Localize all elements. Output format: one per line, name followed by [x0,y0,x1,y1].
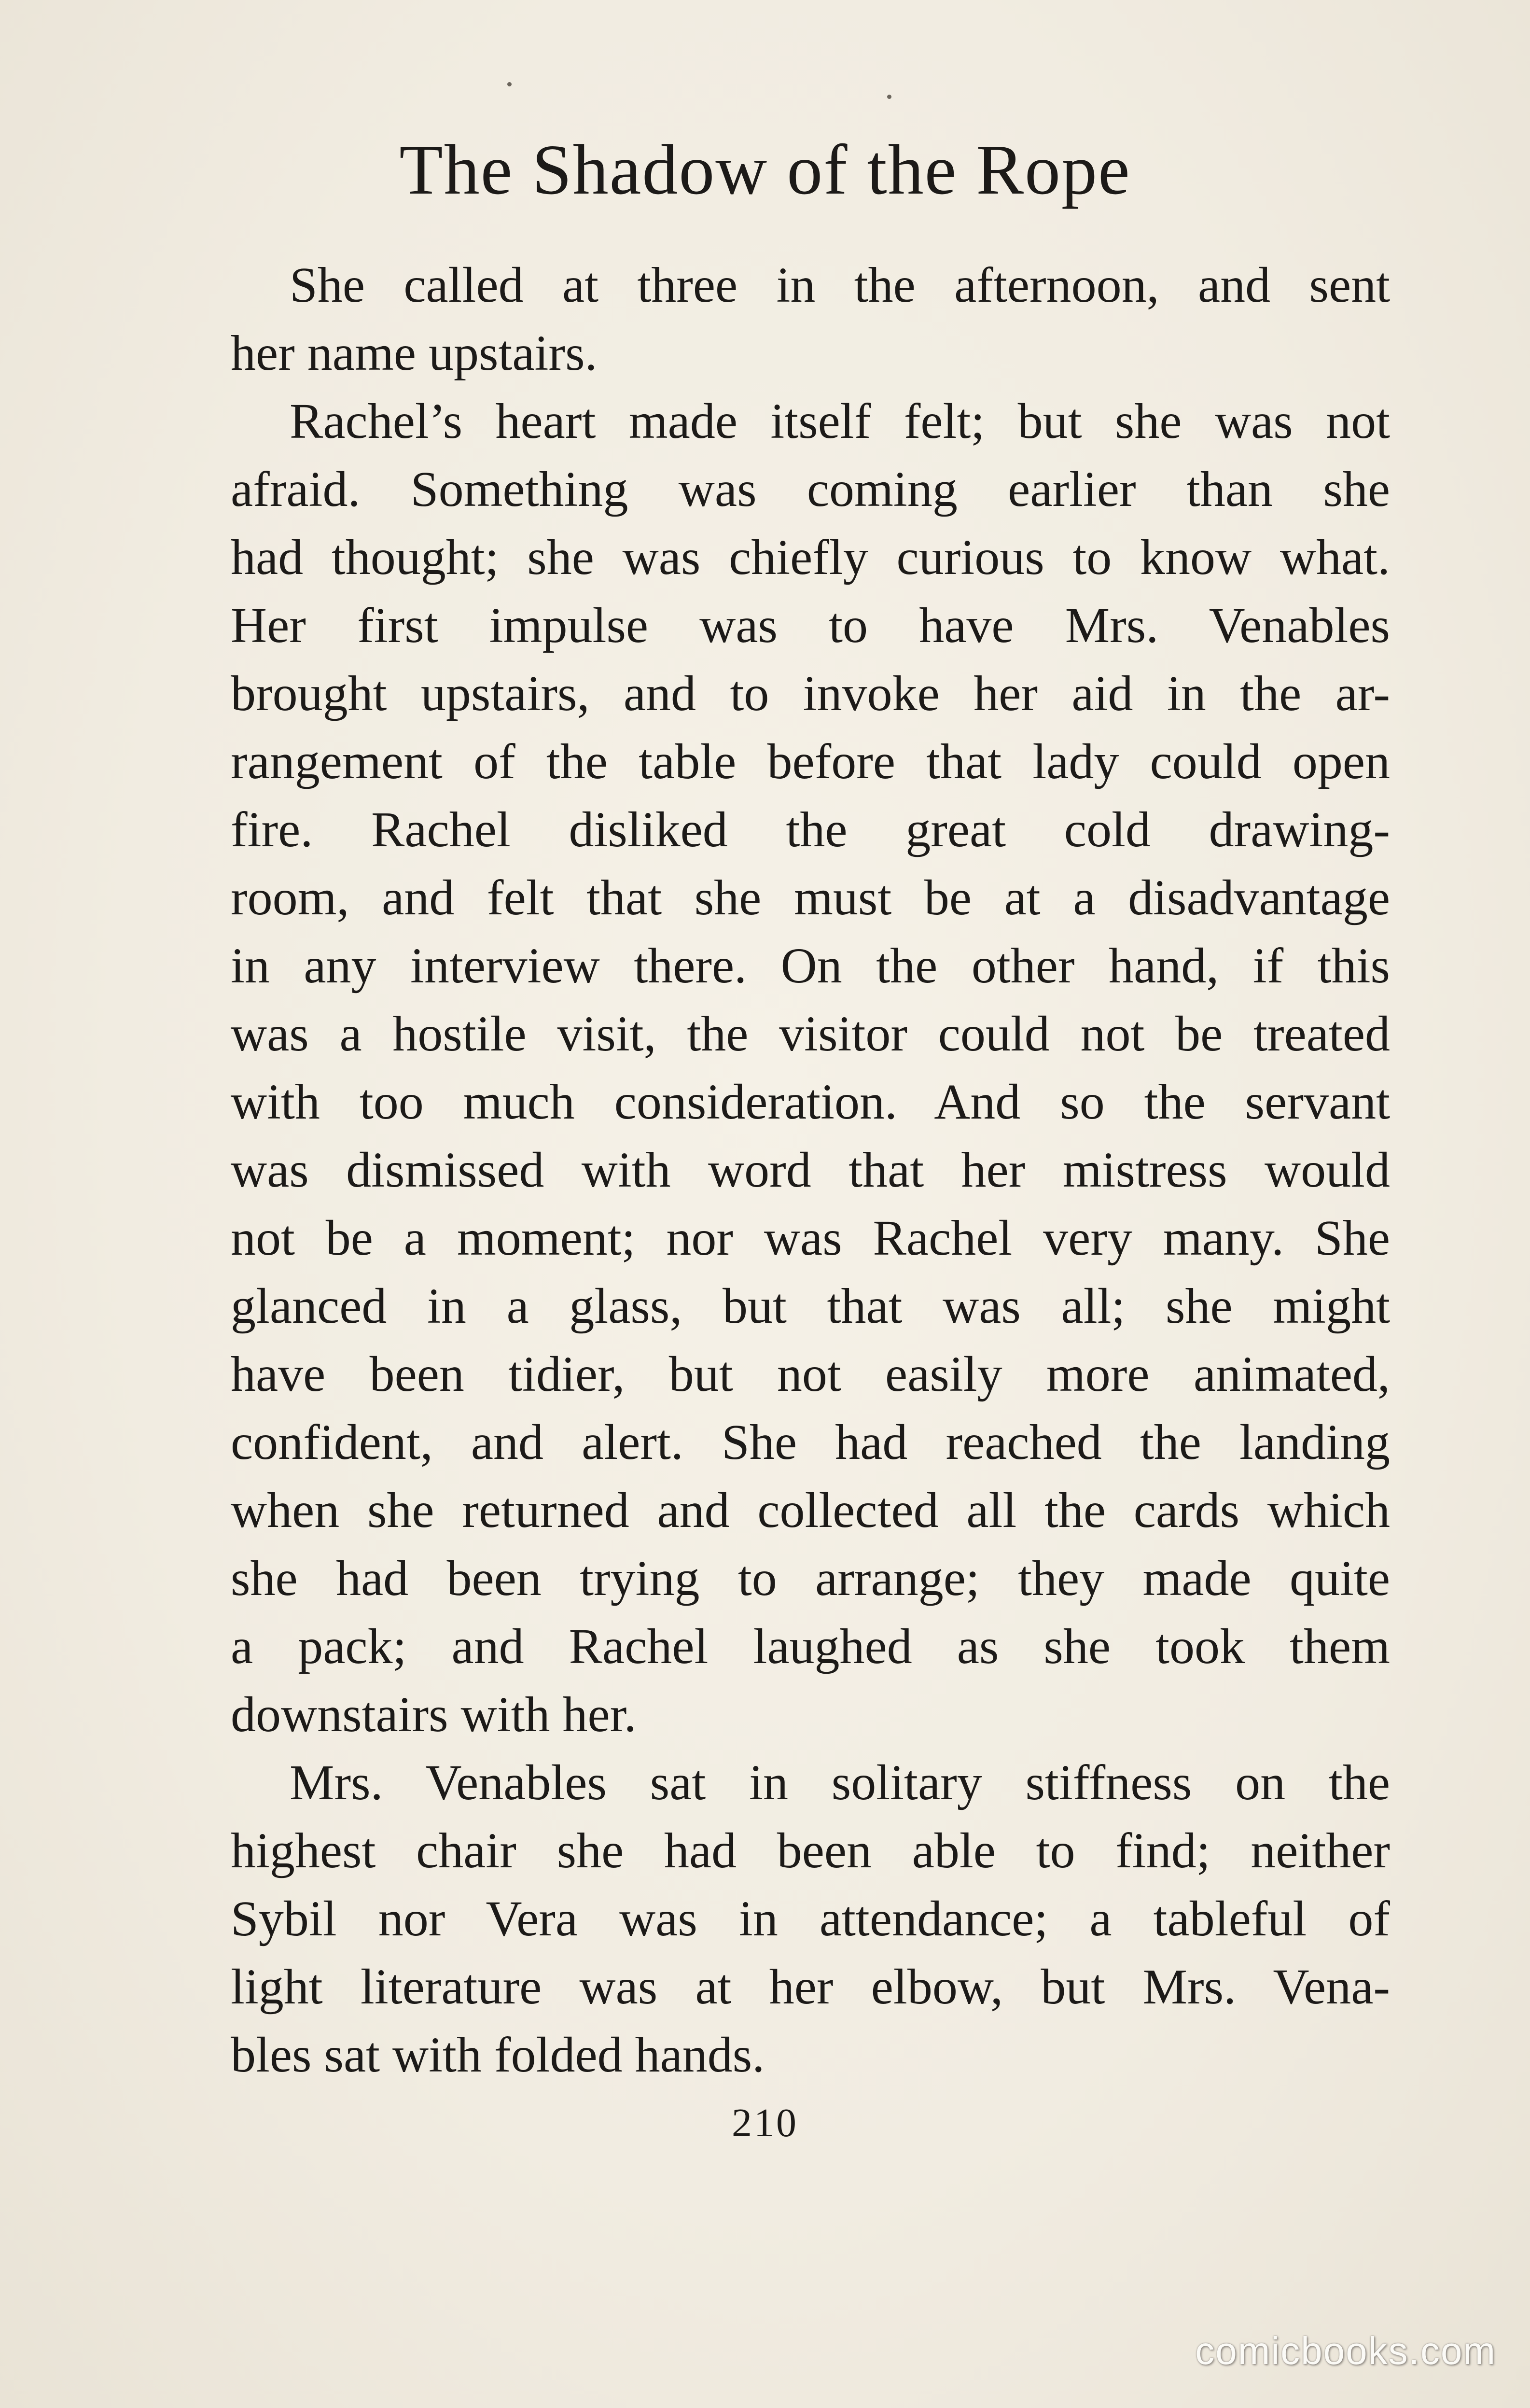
text-line: her name upstairs. [231,325,598,381]
text-line: room, and felt that she must be at a disadvantage [231,870,1390,925]
text-line: in any interview there. On the other hand, if this [231,938,1390,994]
text-line: Sybil nor Vera was in attendance; a tableful of [231,1891,1390,1946]
text-line: light literature was at her elbow, but Mrs. Vena- [231,1959,1390,2015]
running-head: The Shadow of the Rope [399,130,1131,210]
text-line: rangement of the table before that lady could open [231,734,1390,789]
text-line: was a hostile visit, the visitor could not be treated [231,1006,1390,1062]
ink-speck [507,82,512,86]
text-line: Mrs. Venables sat in solitary stiffness on the [290,1755,1390,1810]
text-line: bles sat with folded hands. [231,2027,765,2083]
text-line: She called at three in the afternoon, and sent [290,257,1390,313]
text-line: highest chair she had been able to find; neither [231,1823,1390,1878]
text-line: she had been trying to arrange; they made quite [231,1551,1390,1606]
text-line: had thought; she was chiefly curious to know what. [231,530,1390,585]
text-line: downstairs with her. [231,1687,637,1742]
text-line: brought upstairs, and to invoke her aid in the ar- [231,666,1390,721]
text-line: have been tidier, but not easily more animated, [231,1346,1390,1402]
text-line: afraid. Something was coming earlier than she [231,462,1390,517]
text-line: when she returned and collected all the cards which [231,1483,1390,1538]
text-line: with too much consideration. And so the servant [231,1074,1390,1130]
text-line: a pack; and Rachel laughed as she took them [231,1619,1390,1674]
page-number: 210 [732,2100,798,2145]
text-line: confident, and alert. She had reached the landing [231,1414,1390,1470]
text-line: Her first impulse was to have Mrs. Venables [231,598,1390,653]
body-text [231,251,1390,2089]
text-line: glanced in a glass, but that was all; she might [231,1278,1390,1334]
text-line: fire. Rachel disliked the great cold drawing- [231,802,1390,857]
text-line: not be a moment; nor was Rachel very many. She [231,1210,1390,1266]
text-line: Rachel’s heart made itself felt; but she was not [290,393,1390,449]
text-line: was dismissed with word that her mistress would [231,1142,1390,1198]
ink-speck [887,95,891,99]
site-watermark: comicbooks.com [1195,2329,1496,2372]
